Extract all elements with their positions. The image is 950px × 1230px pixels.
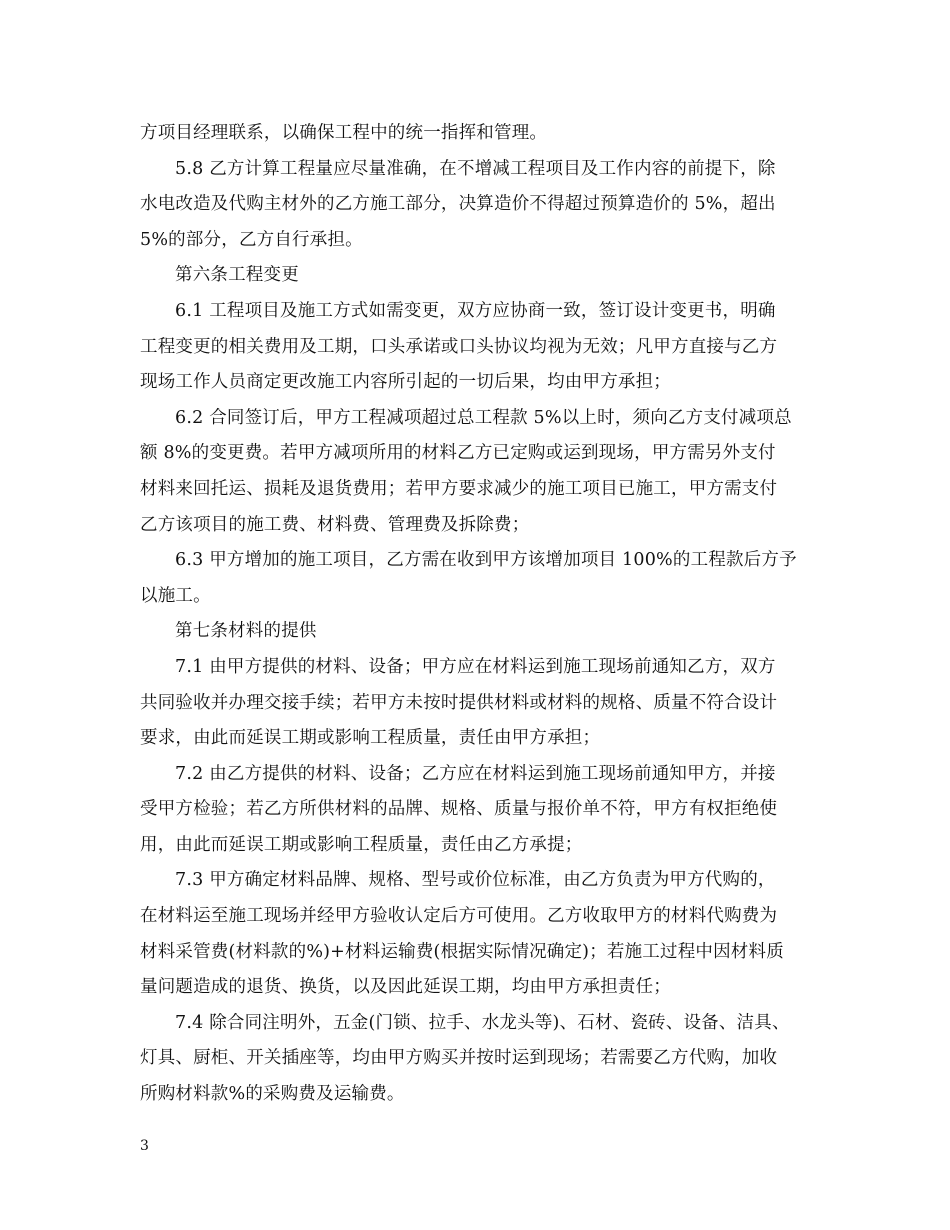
body-line: 量问题造成的退货、换货，以及因此延误工期，均由甲方承担责任； (140, 977, 671, 998)
body-line: 共同验收并办理交接手续；若甲方未按时提供材料或材料的规格、质量不符合设计 (140, 692, 778, 713)
section-heading-7: 第七条材料的提供 (175, 621, 317, 642)
clause-7-3-line: 7.3 甲方确定材料品牌、规格、型号或价位标准，由乙方负责为甲方代购的， (175, 870, 776, 891)
body-line: 5%的部分，乙方自行承担。 (140, 229, 363, 250)
clause-7-4-line: 7.4 除合同注明外，五金(门锁、拉手、水龙头等)、石材、瓷砖、设备、洁具、 (175, 1012, 790, 1033)
body-line: 水电改造及代购主材外的乙方施工部分，决算造价不得超过预算造价的 5%，超出 (140, 194, 776, 215)
body-line: 材料采管费(材料款的%)+材料运输费(根据实际情况确定)；若施工过程中因材料质 (140, 941, 784, 962)
clause-7-1-line: 7.1 由甲方提供的材料、设备；甲方应在材料运到施工现场前通知乙方，双方 (175, 656, 776, 677)
body-line: 受甲方检验；若乙方所供材料的品牌、规格、质量与报价单不符，甲方有权拒绝使 (140, 799, 778, 820)
body-line: 所购材料款%的采购费及运输费。 (140, 1084, 405, 1105)
body-line: 方项目经理联系，以确保工程中的统一指挥和管理。 (140, 123, 548, 143)
body-line: 材料来回托运、损耗及退货费用；若甲方要求减少的施工项目已施工，甲方需支付 (140, 478, 778, 499)
body-line: 现场工作人员商定更改施工内容所引起的一切后果，均由甲方承担； (140, 372, 671, 393)
clause-5-8-line: 5.8 乙方计算工程量应尽量准确，在不增减工程项目及工作内容的前提下，除 (175, 158, 776, 179)
body-line: 要求，由此而延误工期或影响工程质量，责任由甲方承担； (140, 728, 601, 749)
body-line: 用，由此而延误工期或影响工程质量，责任由乙方承提； (140, 834, 583, 855)
page-body (140, 116, 830, 1113)
body-line: 乙方该项目的施工费、材料费、管理费及拆除费； (140, 514, 530, 535)
body-line: 以施工。 (140, 585, 211, 606)
body-line: 在材料运至施工现场并经甲方验收认定后方可使用。乙方收取甲方的材料代购费为 (140, 906, 778, 927)
clause-6-1-line: 6.1 工程项目及施工方式如需变更，双方应协商一致，签订设计变更书，明确 (175, 300, 776, 321)
section-heading-6: 第六条工程变更 (175, 265, 299, 286)
clause-7-2-line: 7.2 由乙方提供的材料、设备；乙方应在材料运到施工现场前通知甲方，并接 (175, 763, 776, 784)
clause-6-3-line: 6.3 甲方增加的施工项目，乙方需在收到甲方该增加项目 100%的工程款后方予 (175, 550, 797, 571)
page-number: 3 (140, 1138, 149, 1154)
body-line: 额 8%的变更费。若甲方减项所用的材料乙方已定购或运到现场，甲方需另外支付 (140, 443, 776, 464)
clause-6-2-line: 6.2 合同签订后，甲方工程减项超过总工程款 5%以上时，须向乙方支付减项总 (175, 407, 792, 428)
body-line: 工程变更的相关费用及工期，口头承诺或口头协议均视为无效；凡甲方直接与乙方 (140, 336, 778, 357)
body-line: 灯具、厨柜、开关插座等，均由甲方购买并按时运到现场；若需要乙方代购，加收 (140, 1048, 778, 1069)
